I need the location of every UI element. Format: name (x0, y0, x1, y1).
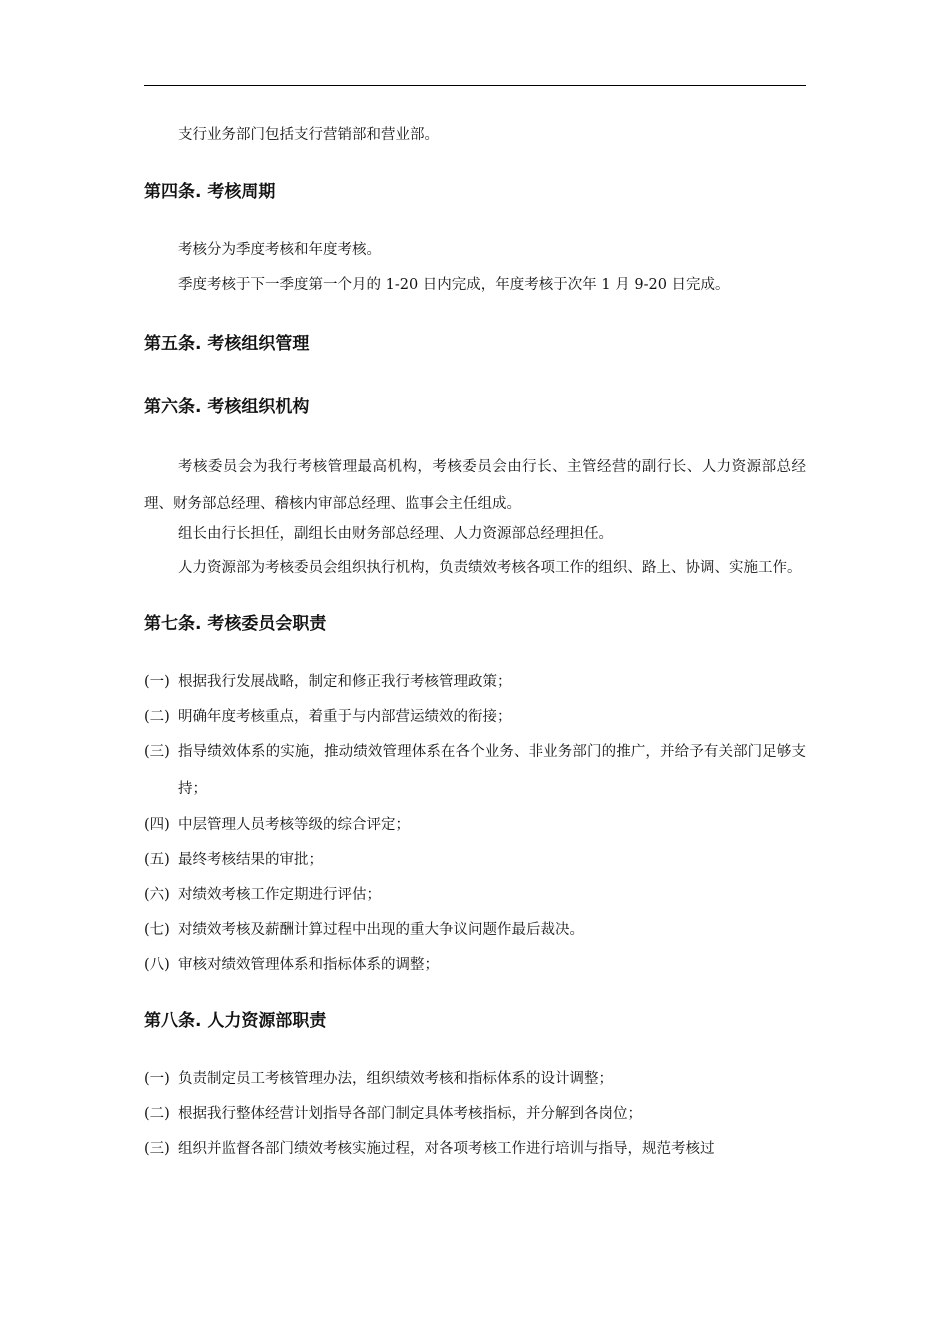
list-article-8 (144, 1070, 806, 1159)
heading-article-7: 第七条. 考核委员会职责 (144, 614, 327, 634)
paragraph-org-1: 考核委员会为我行考核管理最高机构，考核委员会由行长、主管经营的副行长、人力资源部总经理、财务部总经理、稽核内审部总经理、监事会主任组成。 (144, 459, 806, 512)
list-item: (四) 中层管理人员考核等级的综合评定； (144, 817, 410, 833)
list-article-7 (144, 673, 806, 975)
list-item: (七) 对绩效考核及薪酬计算过程中出现的重大争议问题作最后裁决。 (144, 922, 584, 938)
list-item: (八) 审核对绩效管理体系和指标体系的调整； (144, 957, 439, 973)
list-item: (一) 根据我行发展战略，制定和修正我行考核管理政策； (144, 674, 512, 690)
list-item: (五) 最终考核结果的审批； (144, 852, 323, 868)
heading-article-6: 第六条. 考核组织机构 (144, 397, 310, 417)
paragraph-dept: 支行业务部门包括支行营销部和营业部。 (178, 127, 439, 143)
heading-article-4: 第四条. 考核周期 (144, 182, 276, 202)
list-item: (三) 指导绩效体系的实施，推动绩效管理体系在各个业务、非业务部门的推广，并给予有关部门足够支持； (144, 744, 806, 797)
header-rule (144, 85, 806, 86)
paragraph-cycle-2: 季度考核于下一季度第一个月的 1-20 日内完成，年度考核于次年 1 月 9-20 日完成。 (178, 277, 730, 293)
document-body (144, 126, 806, 1159)
paragraph-org-3: 人力资源部为考核委员会组织执行机构，负责绩效考核各项工作的组织、路上、协调、实施工作。 (178, 560, 802, 576)
list-item: (二) 根据我行整体经营计划指导各部门制定具体考核指标，并分解到各岗位； (144, 1106, 642, 1122)
list-item: (二) 明确年度考核重点，着重于与内部营运绩效的衔接； (144, 709, 512, 725)
paragraph-cycle-1: 考核分为季度考核和年度考核。 (178, 242, 381, 258)
heading-article-8: 第八条. 人力资源部职责 (144, 1011, 327, 1031)
heading-article-5: 第五条. 考核组织管理 (144, 334, 310, 354)
list-item: (三) 组织并监督各部门绩效考核实施过程，对各项考核工作进行培训与指导，规范考核过 (144, 1141, 715, 1157)
paragraph-org-2: 组长由行长担任，副组长由财务部总经理、人力资源部总经理担任。 (178, 526, 613, 542)
list-item: (六) 对绩效考核工作定期进行评估； (144, 887, 381, 903)
list-item: (一) 负责制定员工考核管理办法，组织绩效考核和指标体系的设计调整； (144, 1071, 613, 1087)
